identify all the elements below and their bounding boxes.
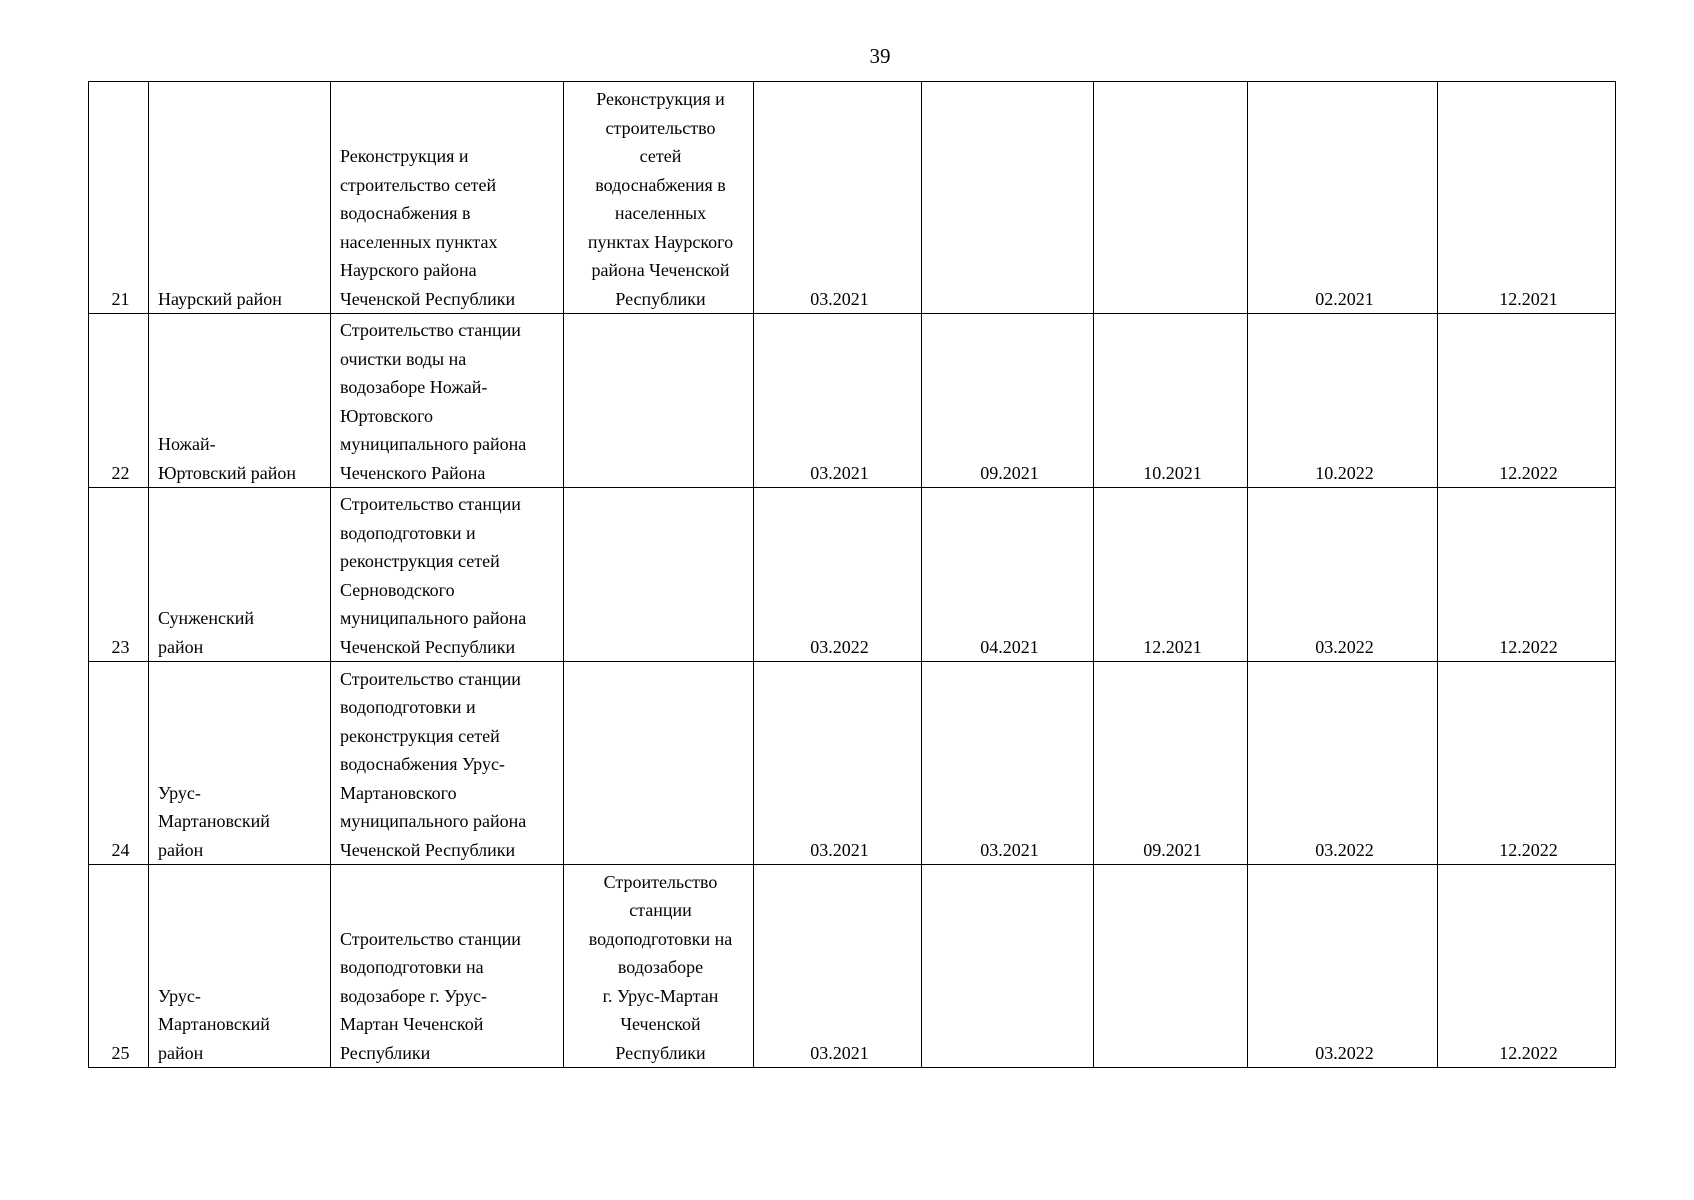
project-cell: Реконструкция и строительство сетей водоснабжения в населенных пунктах Наурского района Чеченской Республики [331, 82, 564, 314]
table-row [89, 314, 1616, 488]
project-cell: Строительство станции очистки воды на водозаборе Ножай- Юртовского муниципального района Чеченского Района [331, 314, 564, 488]
object-cell: Реконструкция и строительство сетей водоснабжения в населенных пунктах Наурского района Чеченской Республики [564, 82, 754, 314]
schedule-table [88, 81, 1616, 1068]
object-cell [564, 488, 754, 662]
date-cell-3 [1094, 82, 1248, 314]
row-number: 21 [89, 82, 149, 314]
table-row [89, 865, 1616, 1068]
project-cell: Строительство станции водоподготовки на водозаборе г. Урус- Мартан Чеченской Республики [331, 865, 564, 1068]
row-number: 24 [89, 662, 149, 865]
district-cell: Ножай- Юртовский район [149, 314, 331, 488]
table-row [89, 488, 1616, 662]
date-cell-1: 03.2021 [754, 865, 922, 1068]
project-cell: Строительство станции водоподготовки и реконструкция сетей Серноводского муниципального района Чеченской Республики [331, 488, 564, 662]
date-cell-3: 12.2021 [1094, 488, 1248, 662]
date-cell-5: 12.2022 [1438, 314, 1616, 488]
row-number: 22 [89, 314, 149, 488]
date-cell-4: 02.2021 [1248, 82, 1438, 314]
date-cell-3 [1094, 865, 1248, 1068]
date-cell-5: 12.2022 [1438, 865, 1616, 1068]
date-cell-1: 03.2021 [754, 82, 922, 314]
object-cell: Строительство станции водоподготовки на водозаборе г. Урус-Мартан Чеченской Республики [564, 865, 754, 1068]
table-row [89, 662, 1616, 865]
date-cell-2 [922, 865, 1094, 1068]
date-cell-5: 12.2021 [1438, 82, 1616, 314]
date-cell-1: 03.2021 [754, 314, 922, 488]
date-cell-1: 03.2022 [754, 488, 922, 662]
date-cell-2: 04.2021 [922, 488, 1094, 662]
date-cell-4: 03.2022 [1248, 865, 1438, 1068]
district-cell: Урус- Мартановский район [149, 662, 331, 865]
date-cell-4: 10.2022 [1248, 314, 1438, 488]
date-cell-1: 03.2021 [754, 662, 922, 865]
date-cell-5: 12.2022 [1438, 662, 1616, 865]
date-cell-2: 09.2021 [922, 314, 1094, 488]
row-number: 23 [89, 488, 149, 662]
district-cell: Сунженский район [149, 488, 331, 662]
date-cell-5: 12.2022 [1438, 488, 1616, 662]
object-cell [564, 662, 754, 865]
date-cell-4: 03.2022 [1248, 488, 1438, 662]
date-cell-4: 03.2022 [1248, 662, 1438, 865]
date-cell-2 [922, 82, 1094, 314]
page-number: 39 [869, 44, 891, 68]
date-cell-2: 03.2021 [922, 662, 1094, 865]
date-cell-3: 09.2021 [1094, 662, 1248, 865]
table-row [89, 82, 1616, 314]
object-cell [564, 314, 754, 488]
date-cell-3: 10.2021 [1094, 314, 1248, 488]
project-cell: Строительство станции водоподготовки и реконструкция сетей водоснабжения Урус- Мартановского муниципального района Чеченской Республики [331, 662, 564, 865]
row-number: 25 [89, 865, 149, 1068]
district-cell: Урус- Мартановский район [149, 865, 331, 1068]
district-cell: Наурский район [149, 82, 331, 314]
